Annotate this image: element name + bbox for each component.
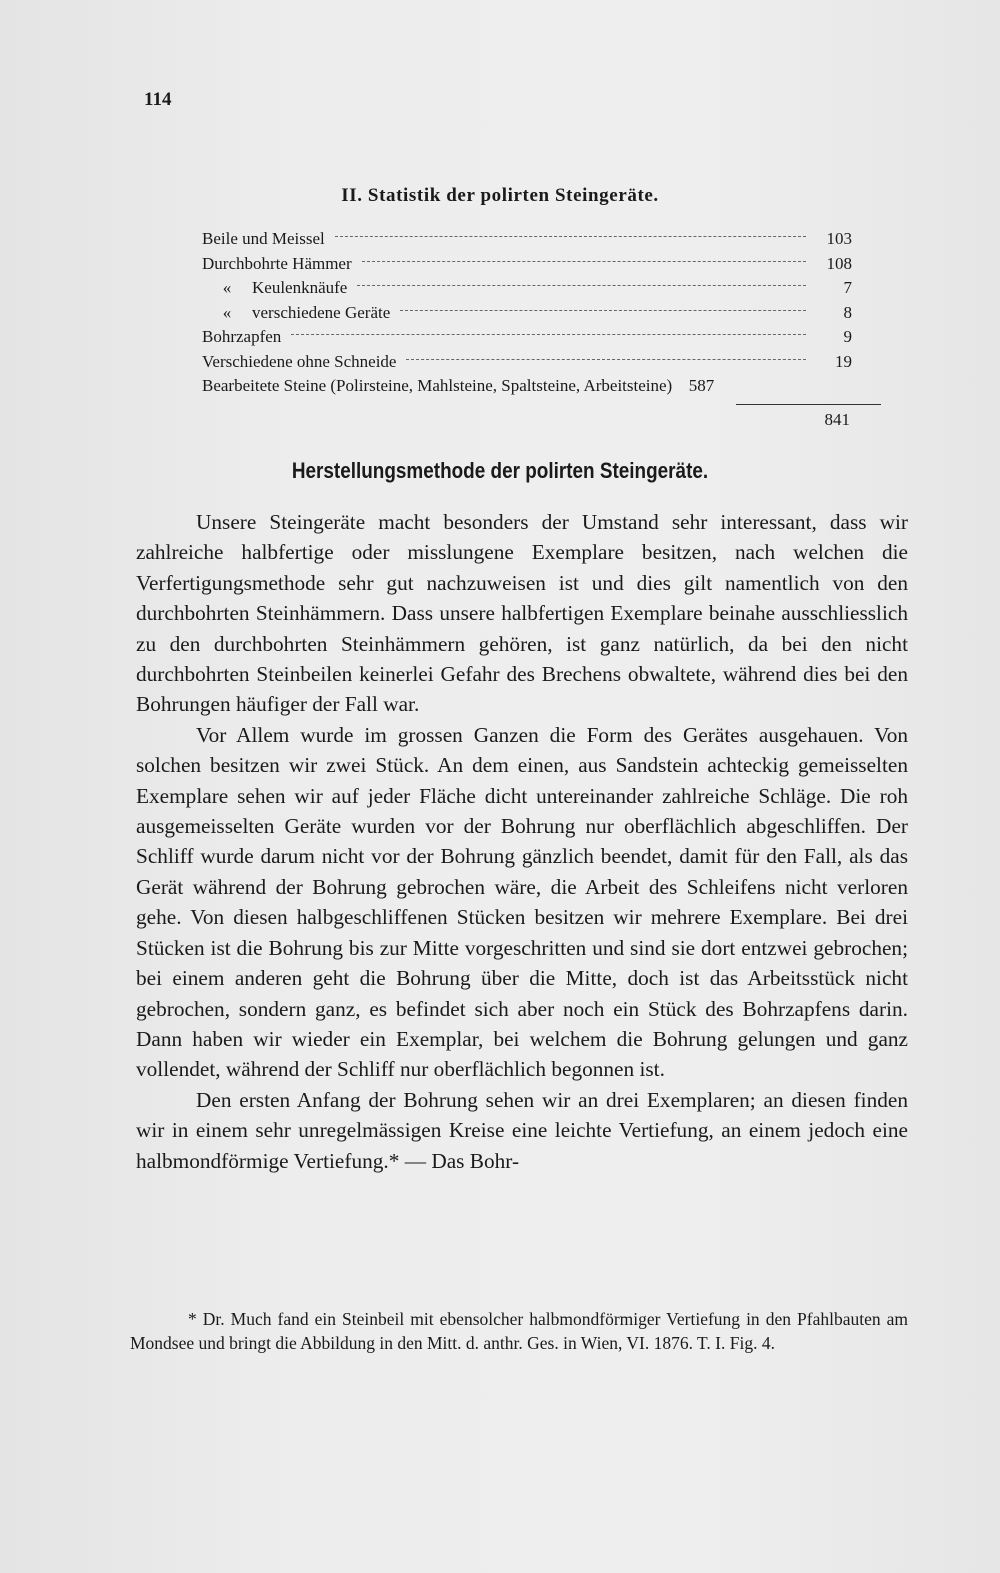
stat-label: Beile und Meissel	[202, 229, 325, 248]
page-number: 114	[144, 89, 172, 110]
dotted-leader	[362, 261, 806, 262]
section-heading: II. Statistik der polirten Steingeräte.	[341, 185, 659, 206]
paragraph: Unsere Steingeräte macht besonders der Umstand sehr interessant, dass wir zahlreiche halbfertige oder misslungene Exemplare besitzen, nach welchen die Verfertigungsmethode sehr gut nachzuweisen ist und dies gilt namentlich von den durchbohrten Steinhämmern. Dass unsere halbfertigen Exemplare beinahe ausschliesslich zu den durchbohrten Steinhämmern gehören, ist ganz natürlich, da bei den nicht durchbohrten Steinbeilen keinerlei Gefahr des Brechens obwaltete, während dies bei den Bohrungen häufiger der Fall war.	[136, 510, 908, 717]
body-text	[136, 507, 908, 1176]
statistics-table	[202, 227, 852, 399]
stat-label: verschiedene Geräte	[252, 302, 391, 322]
paragraph: Vor Allem wurde im grossen Ganzen die Form des Gerätes ausgehauen. Von solchen besitzen wir zwei Stück. An dem einen, aus Sandstein achteckig gemeisselten Exemplare sehen wir auf jeder Fläche dicht untereinander zahlreiche Schläge. Die roh ausgemeisselten Geräte wurden vor der Bohrung nur oberflächlich abgeschliffen. Der Schliff wurde darum nicht vor der Bohrung gänzlich beendet, damit für den Fall, als das Gerät während der Bohrung gebrochen wäre, die Arbeit des Schleifens nicht verloren gehe. Von diesen halbgeschliffenen Stücken besitzen wir mehrere Exemplare. Bei drei Stücken ist die Bohrung bis zur Mitte vorgeschritten und sind sie dort entzwei gebrochen; bei einem anderen geht die Bohrung über die Mitte, doch ist das Arbeitsstück nicht gebrochen, sondern ganz, es befindet sich aber noch ein Stück des Bohrzapfens darin. Dann haben wir wieder ein Exemplar, bei welchem die Bohrung gelungen und ganz vollendet, während der Schliff nur oberflächlich begonnen ist.	[136, 722, 908, 1082]
stat-value: 587	[688, 376, 715, 395]
stat-label: Bearbeitete Steine (Polirsteine, Mahlsteine, Spaltsteine, Arbeitsteine)	[202, 376, 673, 395]
ditto-mark: «	[222, 302, 232, 322]
stat-row	[202, 276, 852, 301]
dotted-leader	[406, 359, 806, 360]
stat-value: 8	[843, 302, 852, 322]
dotted-leader	[291, 334, 806, 335]
stat-value: 108	[826, 253, 852, 273]
stat-label: Durchbohrte Hämmer	[202, 253, 352, 273]
footnote	[130, 1307, 908, 1355]
footnote-text: * Dr. Much fand ein Steinbeil mit ebensolcher halbmondförmiger Vertiefung in den Pfahlbauten am Mondsee und bringt die Abbildung in den Mitt. d. anthr. Ges. in Wien, VI. 1876. T. I. Fig. 4.	[130, 1309, 908, 1353]
stat-row	[202, 252, 852, 277]
stat-label: Verschiedene ohne Schneide	[202, 351, 397, 371]
stat-label: Bohrzapfen	[202, 327, 282, 346]
method-heading: Herstellungsmethode der polirten Steingeräte.	[291, 458, 709, 483]
stat-row	[202, 374, 852, 399]
dotted-leader	[335, 236, 806, 237]
dotted-leader	[357, 285, 806, 286]
sum-rule	[736, 404, 881, 405]
ditto-mark: «	[222, 278, 232, 297]
stat-value: 9	[843, 327, 852, 346]
stat-row	[202, 227, 852, 252]
dotted-leader	[400, 310, 806, 311]
paragraph: Den ersten Anfang der Bohrung sehen wir an drei Exemplaren; an diesen finden wir in einem sehr unregelmässigen Kreise eine leichte Vertiefung, an einem jedoch eine halbmondförmige Vertiefung.* — Das Bohr-	[136, 1087, 908, 1173]
stat-value: 19	[835, 351, 852, 371]
stat-value: 103	[826, 229, 852, 248]
stat-row	[202, 301, 852, 326]
stat-total: 841	[824, 410, 850, 429]
stat-row	[202, 350, 852, 375]
stat-value: 7	[843, 278, 852, 297]
stat-row	[202, 325, 852, 350]
stat-label: Keulenknäufe	[252, 278, 348, 297]
